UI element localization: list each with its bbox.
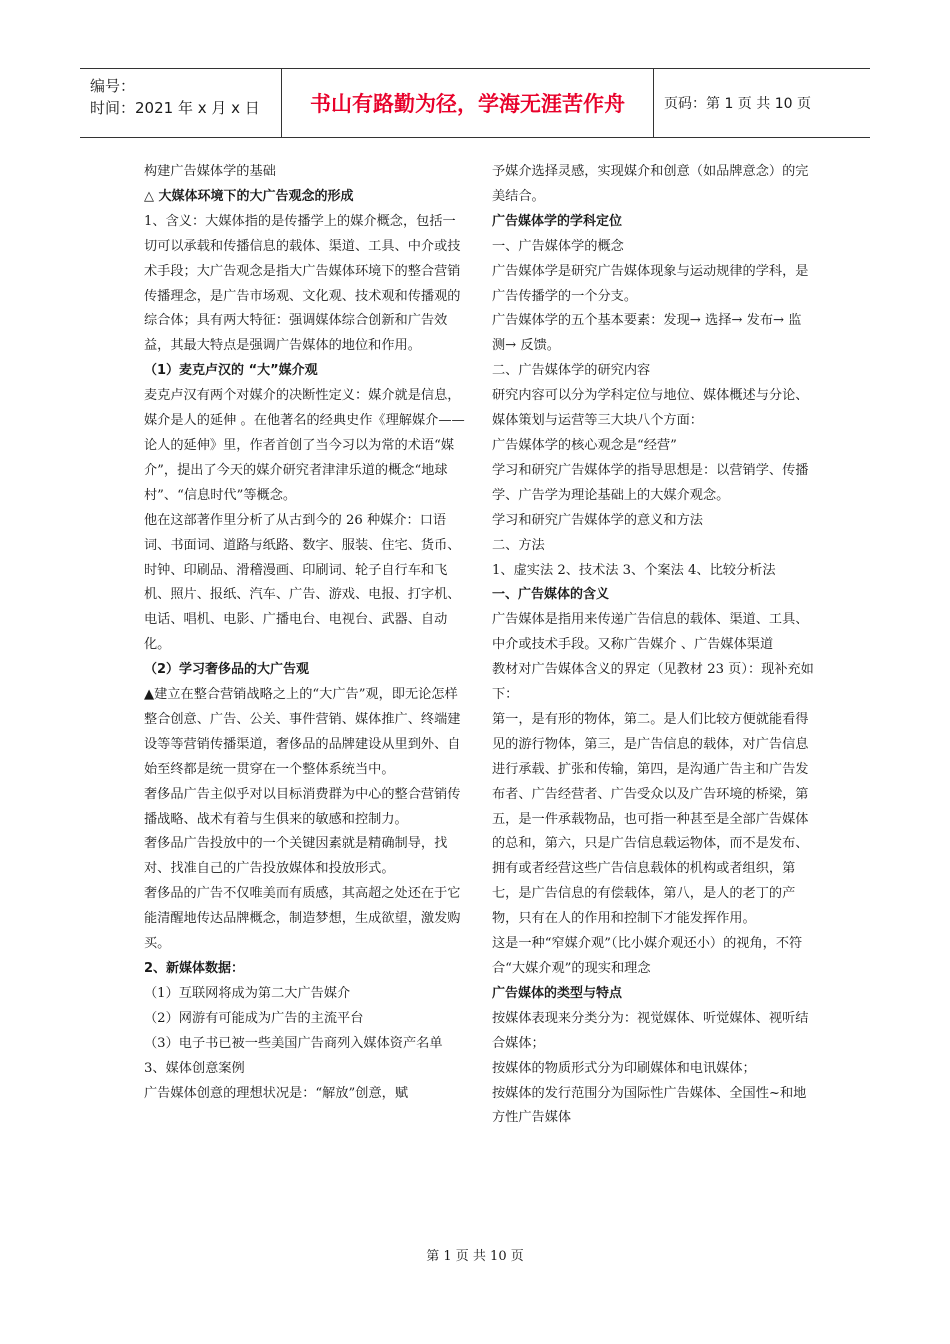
paragraph: 2、新媒体数据： — [144, 961, 245, 976]
paragraph: 第一，是有形的物体，第二。是人们比较方便就能看得见的游行物体，第三，是广告信息的载体，对广告信息进行承载、扩张和传输，第四，是沟通广告主和广告发布者、广告经营者、广告受众以及广告环境的桥梁，第五，是一件承载物品，也可指一种甚至是全部广告媒体的总和，第六，只是广告信息载运物体，而不是发布、拥有或者经营这些广告信息载体的机构或者组织，第七，是广告信息的有偿载体，第八，是人的老丁的产物，只有在人的作用和控制下才能发挥作用。 — [492, 711, 809, 927]
paragraph: △ 大媒体环境下的大广告观念的形成 — [144, 188, 354, 204]
left-column — [144, 160, 466, 1106]
paragraph: 按媒体的发行范围分为国际性广告媒体、全国性~和地方性广告媒体 — [492, 1085, 807, 1126]
paragraph: 广告媒体学是研究广告媒体现象与运动规律的学科，是广告传播学的一个分支。 — [492, 263, 809, 304]
paragraph: 1、含义：大媒体指的是传播学上的媒介概念，包括一切可以承载和传播信息的载体、渠道、工具、中介或技术手段；大广告观念是指大广告媒体环境下的整合营销传播理念，是广告市场观、文化观、技术观和传播观的综合体；具有两大特征：强调媒体综合创新和广告效益，其最大特点是强调广告媒体的地位和作用。 — [144, 213, 461, 354]
number-label: 编号： — [90, 77, 136, 95]
paragraph: 1、虚实法 2、技术法 3、个案法 4、比较分析法 — [492, 562, 776, 578]
header-meta — [80, 69, 282, 137]
paragraph: 广告媒体的类型与特点 — [492, 985, 623, 1001]
paragraph: 按媒体表现来分类分为：视觉媒体、听觉媒体、视听结合媒体； — [492, 1010, 809, 1051]
paragraph: 麦克卢汉有两个对媒介的决断性定义：媒介就是信息，媒介是人的延伸 。在他著名的经典史作《理解媒介——论人的延伸》里，作者首创了当今习以为常的术语“媒介”，提出了今天的媒介研究者津津乐道的概念“地球村”、“信息时代”等概念。 — [144, 388, 465, 503]
paragraph: 构建广告媒体学的基础 — [144, 164, 276, 179]
header-page-info: 页码：第 1 页 共 10 页 — [664, 96, 811, 112]
paragraph: 学习和研究广告媒体学的意义和方法 — [492, 512, 703, 528]
paragraph: 按媒体的物质形式分为印刷媒体和电讯媒体； — [492, 1060, 756, 1076]
paragraph: 奢侈品广告主似乎对以目标消费群为中心的整合营销传播战略、战术有着与生俱来的敏感和控制力。 — [144, 786, 461, 827]
paragraph: 一、广告媒体的含义 — [492, 587, 610, 603]
paragraph: 二、广告媒体学的研究内容 — [492, 363, 651, 379]
page-header — [80, 68, 870, 138]
paragraph: 广告媒体是指用来传递广告信息的载体、渠道、工具、中介或技术手段。又称广告媒介 、广告媒体渠道 — [492, 612, 809, 653]
paragraph: 他在这部著作里分析了从古到今的 26 种媒介：口语词、书面词、道路与纸路、数字、服装、住宅、货币、时钟、印刷品、滑稽漫画、印刷词、轮子自行车和飞机、照片、报纸、汽车、广告、游戏、电报、打字机、电话、唱机、电影、广播电台、电视台、武器、自动化。 — [144, 512, 461, 653]
paragraph: 奢侈品的广告不仅唯美而有质感，其高超之处还在于它能清醒地传达品牌概念，制造梦想，生成欲望，激发购买。 — [144, 886, 461, 952]
page-footer: 第 1 页 共 10 页 — [426, 1249, 524, 1264]
time-label: 时间：2021 年 x 月 x 日 — [90, 99, 260, 117]
paragraph: （2）学习奢侈品的大广告观 — [144, 662, 310, 678]
paragraph: （1）互联网将成为第二大广告媒介 — [144, 985, 351, 1001]
paragraph: 教材对广告媒体含义的界定（见教材 23 页）：现补充如下： — [492, 662, 814, 703]
paragraph: 二、方法 — [492, 537, 545, 553]
paragraph: 予媒介选择灵感，实现媒介和创意（如品牌意念）的完美结合。 — [492, 164, 809, 204]
paragraph: （2）网游有可能成为广告的主流平台 — [144, 1010, 364, 1026]
paragraph: 3、媒体创意案例 — [144, 1060, 245, 1076]
right-column — [492, 160, 814, 1131]
paragraph: 这是一种“窄媒介观”（比小媒介观还小）的视角，不符合“大媒介观”的现实和理念 — [492, 936, 803, 976]
paragraph: 广告媒体学的学科定位 — [492, 213, 623, 229]
paragraph: （1）麦克卢汉的 “大”媒介观 — [144, 363, 318, 379]
paragraph: ▲建立在整合营销战略之上的“大广告”观，即无论怎样整合创意、广告、公关、事件营销、媒体推广、终端建设等等营销传播渠道，奢侈品的品牌建设从里到外、自始至终都是统一贯穿在一个整体系统当中。 — [144, 687, 461, 777]
header-motto: 书山有路勤为径，学海无涯苦作舟 — [282, 69, 654, 137]
paragraph: 广告媒体学的核心观念是“经营” — [492, 437, 677, 453]
paragraph: （3）电子书已被一些美国广告商列入媒体资产名单 — [144, 1035, 443, 1051]
paragraph: 奢侈品广告投放中的一个关键因素就是精确制导，找对、找准自己的广告投放媒体和投放形式。 — [144, 836, 448, 877]
paragraph: 广告媒体创意的理想状况是：“解放”创意，赋 — [144, 1085, 409, 1101]
paragraph: 广告媒体学的五个基本要素：发现→ 选择→ 发布→ 监测→ 反馈。 — [492, 313, 802, 354]
paragraph: 学习和研究广告媒体学的指导思想是：以营销学、传播学、广告学为理论基础上的大媒介观念。 — [492, 462, 809, 503]
paragraph: 研究内容可以分为学科定位与地位、媒体概述与分论、媒体策划与运营等三大块八个方面： — [492, 388, 809, 429]
paragraph: 一、广告媒体学的概念 — [492, 238, 624, 254]
